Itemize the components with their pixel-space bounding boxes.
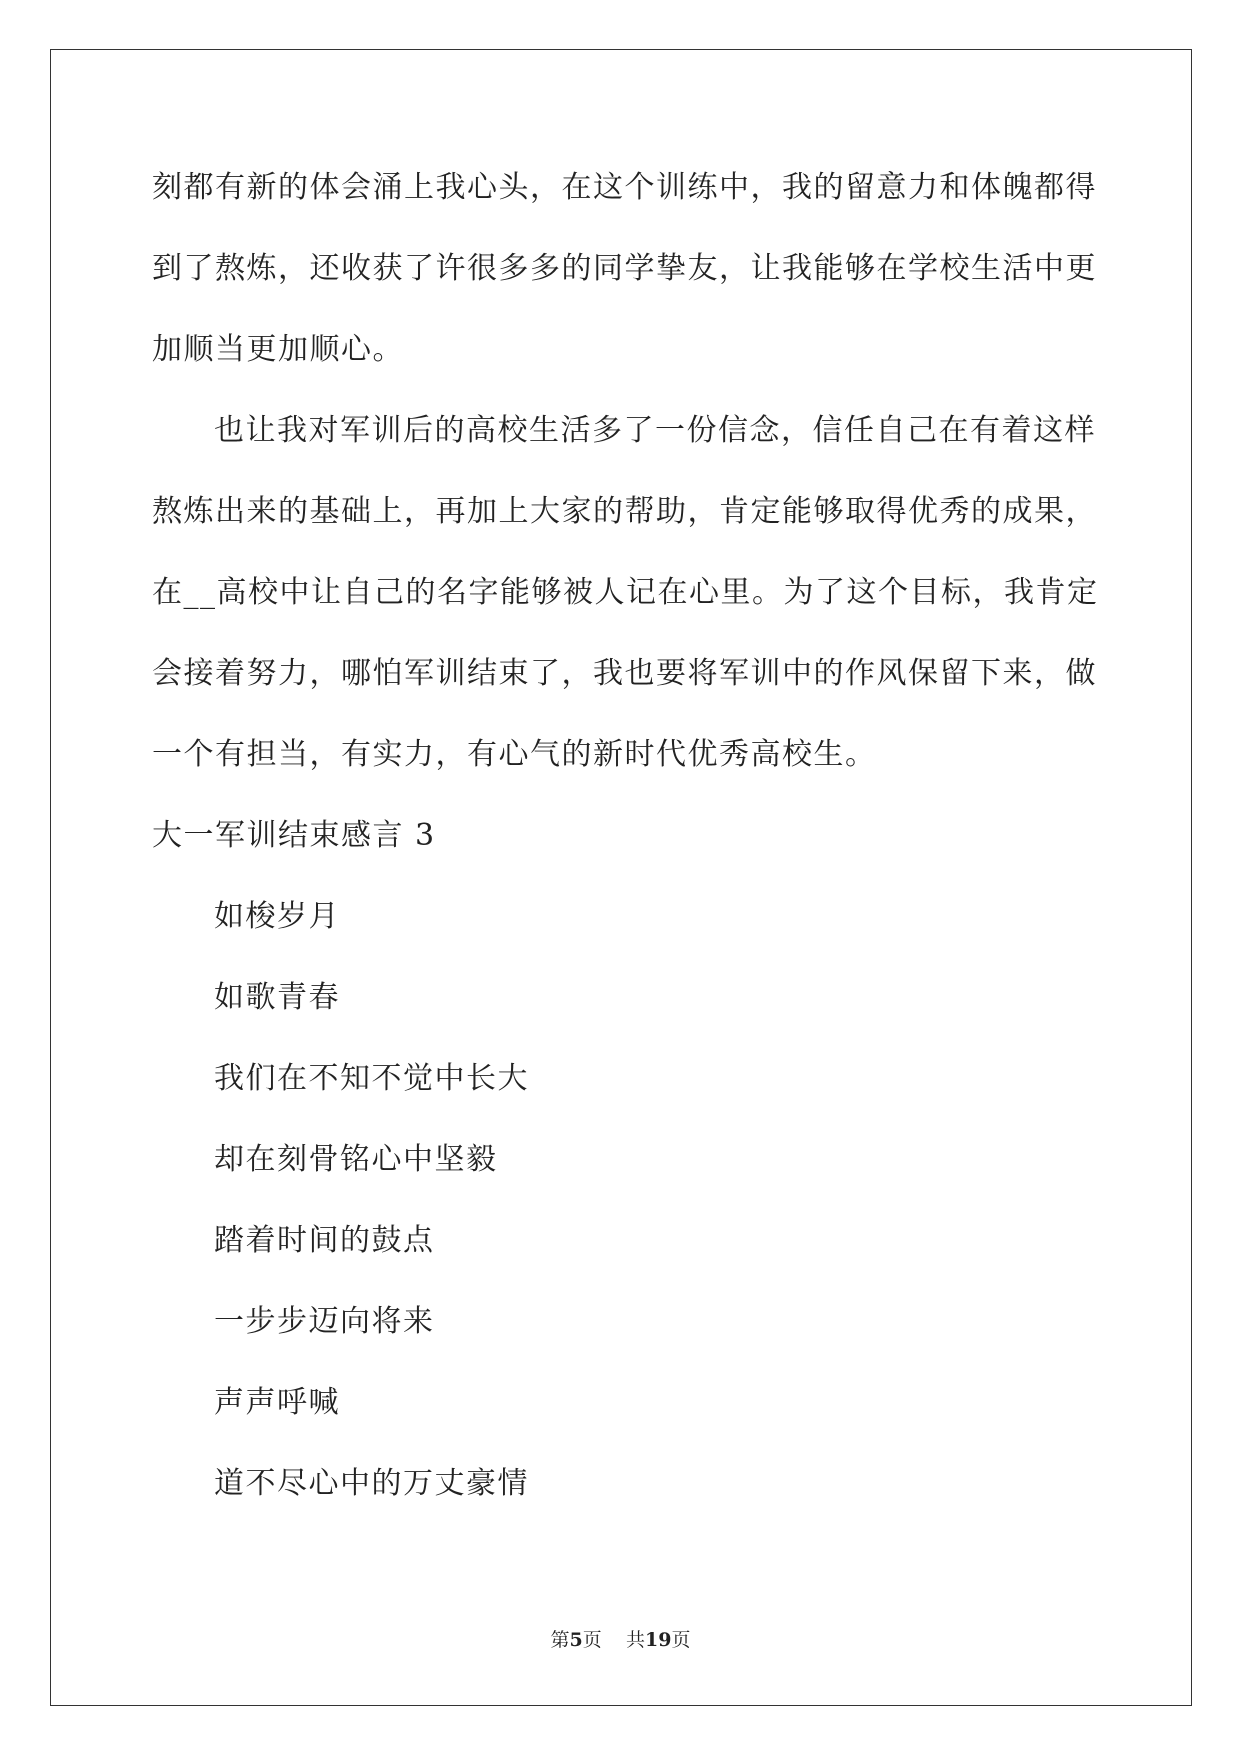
- footer-page-number: 5: [569, 1629, 583, 1651]
- poem-line: 如梭岁月: [214, 899, 340, 934]
- footer-page-unit: 页: [582, 1629, 602, 1651]
- paragraph-line: 加顺当更加顺心。: [152, 332, 404, 367]
- poem-line: 踏着时间的鼓点: [214, 1223, 435, 1258]
- page-footer: [0, 1628, 1241, 1652]
- page-border: [50, 49, 1192, 1706]
- poem-line: 如歌青春: [214, 980, 340, 1015]
- footer-total-pages: 19: [644, 1629, 672, 1651]
- poem-line: 一步步迈向将来: [214, 1304, 435, 1339]
- paragraph-line: 会接着努力，哪怕军训结束了，我也要将军训中的作风保留下来，做: [152, 656, 1097, 691]
- poem-line: 我们在不知不觉中长大: [214, 1061, 529, 1096]
- footer-total-prefix: 共: [625, 1629, 645, 1651]
- paragraph-line: 在__高校中让自己的名字能够被人记在心里。为了这个目标，我肯定: [152, 575, 1099, 610]
- footer-prefix: 第: [550, 1629, 570, 1651]
- paragraph-line: 一个有担当，有实力，有心气的新时代优秀高校生。: [152, 737, 877, 772]
- poem-line: 道不尽心中的万丈豪情: [214, 1466, 529, 1501]
- poem-line: 却在刻骨铭心中坚毅: [214, 1142, 498, 1177]
- paragraph-line: 熬炼出来的基础上，再加上大家的帮助，肯定能够取得优秀的成果，: [152, 494, 1097, 529]
- paragraph-line: 也让我对军训后的高校生活多了一份信念，信任自己在有着这样: [214, 413, 1096, 448]
- paragraph-line: 到了熬炼，还收获了许很多多的同学挚友，让我能够在学校生活中更: [152, 251, 1097, 286]
- paragraph-line: 刻都有新的体会涌上我心头，在这个训练中，我的留意力和体魄都得: [152, 170, 1097, 205]
- section-heading: 大一军训结束感言 3: [152, 818, 436, 853]
- footer-total-unit: 页: [671, 1629, 691, 1651]
- poem-line: 声声呼喊: [214, 1385, 340, 1420]
